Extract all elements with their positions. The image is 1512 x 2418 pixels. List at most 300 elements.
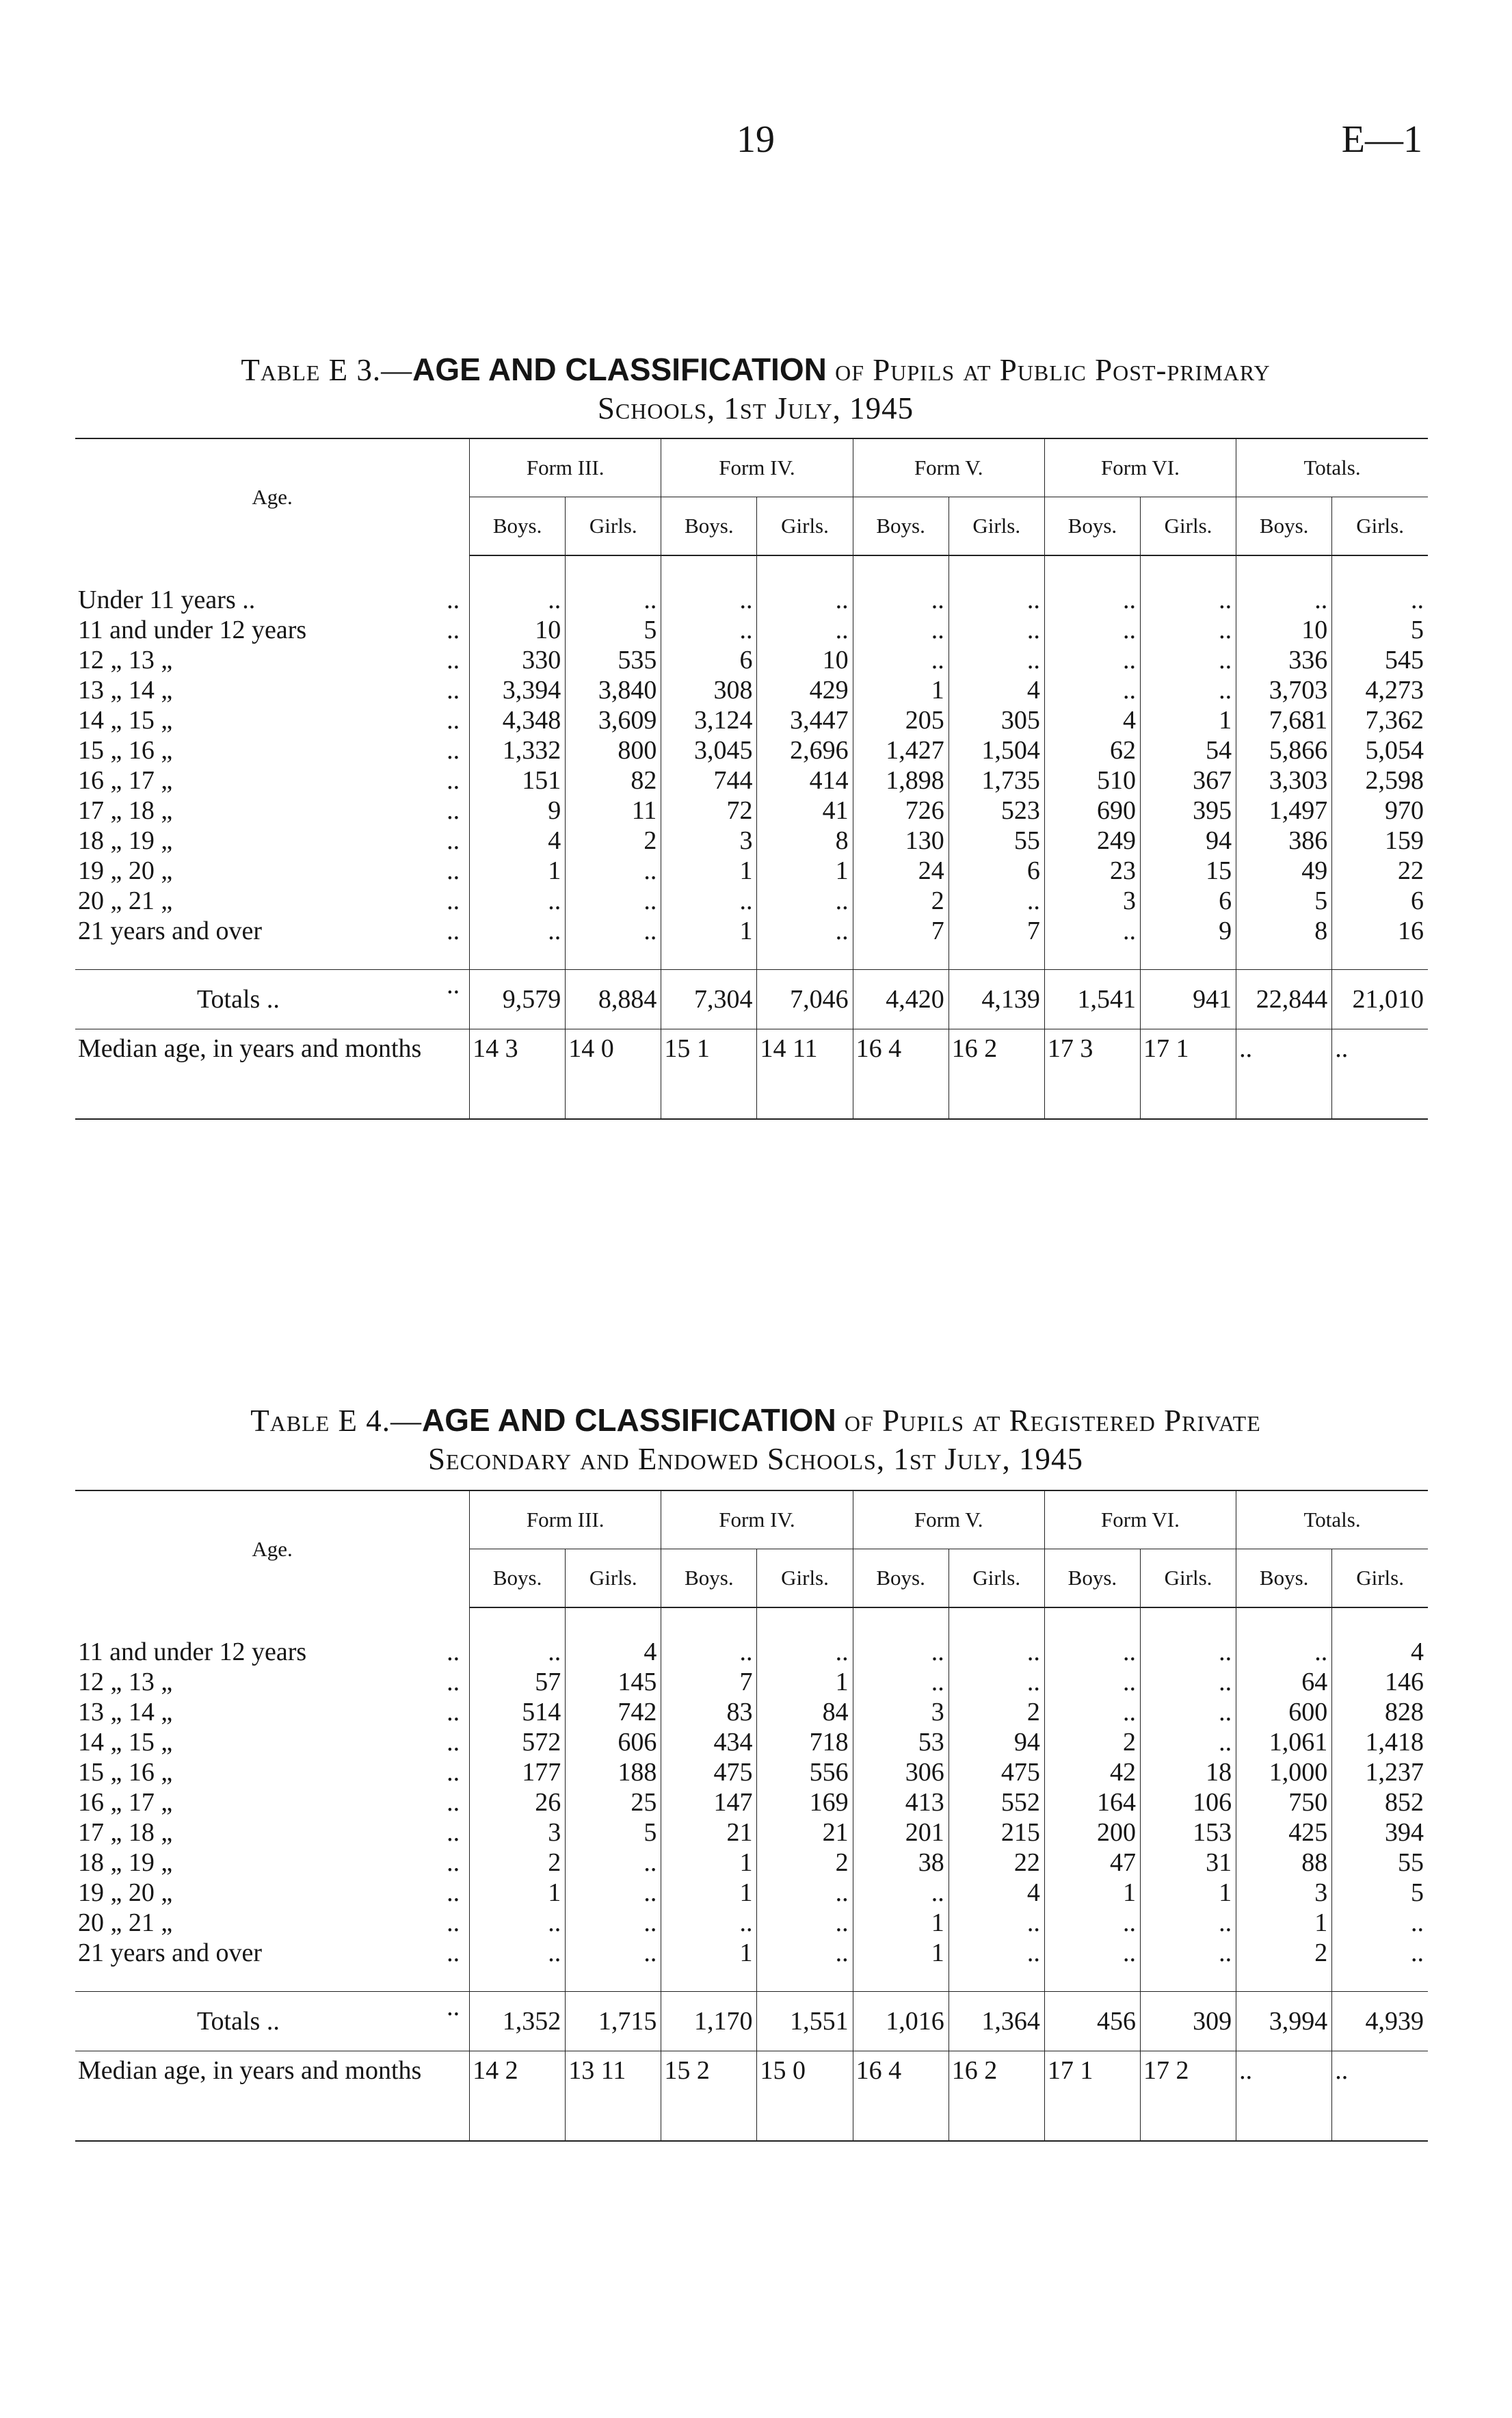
- girls-cell: 17 1: [1140, 1029, 1236, 1103]
- girls-cell: 4: [949, 675, 1044, 705]
- leader-dots: ..: [447, 766, 460, 795]
- boys-cell: 1,497: [1236, 796, 1332, 826]
- boys-cell: ..: [1044, 1908, 1140, 1938]
- row-label: [75, 1817, 470, 1848]
- form-group-header: Form VI.: [1044, 438, 1236, 497]
- row-label-text: Totals ..: [197, 2007, 280, 2036]
- row-label: [75, 826, 470, 856]
- girls-cell: ..: [1140, 1637, 1236, 1667]
- girls-cell: ..: [757, 1938, 853, 1968]
- girls-cell: ..: [1332, 2051, 1428, 2125]
- row-label: [75, 856, 470, 886]
- boys-cell: 42: [1044, 1757, 1140, 1787]
- classification-table: [75, 1490, 1428, 2142]
- boys-cell: 7: [853, 916, 949, 946]
- girls-cell: 4,939: [1332, 1992, 1428, 2051]
- boys-cell: 1: [661, 1938, 757, 1968]
- leader-dots: ..: [447, 1848, 460, 1877]
- row-label-text: 18 „ 19 „: [78, 1848, 173, 1877]
- boys-cell: 386: [1236, 826, 1332, 856]
- boys-column-header: Boys.: [1044, 497, 1140, 556]
- leader-dots: ..: [447, 736, 460, 765]
- girls-cell: ..: [949, 1667, 1044, 1697]
- girls-cell: ..: [566, 856, 661, 886]
- girls-cell: 15: [1140, 856, 1236, 886]
- girls-cell: 215: [949, 1817, 1044, 1848]
- leader-dots: ..: [447, 676, 460, 705]
- row-label-text: 14 „ 15 „: [78, 1728, 173, 1757]
- form-group-header: Form V.: [853, 438, 1044, 497]
- boys-cell: 2: [1236, 1938, 1332, 1968]
- girls-cell: ..: [949, 1908, 1044, 1938]
- boys-cell: ..: [661, 1908, 757, 1938]
- boys-cell: 306: [853, 1757, 949, 1787]
- girls-column-header: Girls.: [949, 497, 1044, 556]
- girls-cell: ..: [566, 916, 661, 946]
- boys-cell: 64: [1236, 1667, 1332, 1697]
- leader-dots: ..: [447, 826, 460, 855]
- boys-cell: 7,304: [661, 970, 757, 1029]
- boys-cell: ..: [1044, 916, 1140, 946]
- boys-cell: 57: [470, 1667, 566, 1697]
- boys-cell: 9: [470, 796, 566, 826]
- row-label-text: 21 years and over: [78, 1939, 263, 1967]
- girls-cell: 16 2: [949, 2051, 1044, 2125]
- leader-dots: ..: [447, 1818, 460, 1847]
- row-label: [75, 2051, 470, 2125]
- girls-cell: 2: [566, 826, 661, 856]
- girls-cell: 188: [566, 1757, 661, 1787]
- boys-cell: 14 3: [470, 1029, 566, 1103]
- leader-dots: ..: [447, 1698, 460, 1726]
- boys-cell: ..: [853, 1637, 949, 1667]
- leader-dots: ..: [447, 1728, 460, 1757]
- boys-cell: 2: [853, 886, 949, 916]
- row-label-text: 13 „ 14 „: [78, 1698, 173, 1726]
- form-group-header: Form III.: [470, 438, 661, 497]
- table-row: [75, 675, 1428, 705]
- boys-column-header: Boys.: [661, 1549, 757, 1608]
- boys-cell: 1: [661, 1848, 757, 1878]
- boys-cell: 22,844: [1236, 970, 1332, 1029]
- girls-cell: 18: [1140, 1757, 1236, 1787]
- row-label: [75, 1848, 470, 1878]
- girls-column-header: Girls.: [1332, 497, 1428, 556]
- row-label-text: 17 „ 18 „: [78, 1818, 173, 1847]
- girls-cell: 146: [1332, 1667, 1428, 1697]
- row-label: [75, 1697, 470, 1727]
- girls-cell: 367: [1140, 765, 1236, 796]
- girls-cell: 17 2: [1140, 2051, 1236, 2125]
- boys-cell: 514: [470, 1697, 566, 1727]
- girls-cell: ..: [757, 615, 853, 645]
- form-group-header: Form IV.: [661, 438, 853, 497]
- girls-cell: 22: [1332, 856, 1428, 886]
- leader-dots: ..: [447, 646, 460, 674]
- row-label: [75, 1757, 470, 1787]
- leader-dots: ..: [447, 706, 460, 735]
- boys-column-header: Boys.: [1044, 1549, 1140, 1608]
- girls-column-header: Girls.: [757, 497, 853, 556]
- girls-column-header: Girls.: [949, 1549, 1044, 1608]
- girls-cell: 1,364: [949, 1992, 1044, 2051]
- table-row: [75, 645, 1428, 675]
- girls-cell: 800: [566, 735, 661, 765]
- leader-dots: ..: [447, 1668, 460, 1696]
- boys-cell: 1,000: [1236, 1757, 1332, 1787]
- row-label-text: 21 years and over: [78, 917, 263, 945]
- boys-column-header: Boys.: [470, 497, 566, 556]
- boys-cell: 151: [470, 765, 566, 796]
- boys-cell: 3: [661, 826, 757, 856]
- boys-cell: 456: [1044, 1992, 1140, 2051]
- classification-table: [75, 438, 1428, 1120]
- girls-cell: 828: [1332, 1697, 1428, 1727]
- table-label: Table E 4.—: [250, 1404, 422, 1438]
- girls-cell: 394: [1332, 1817, 1428, 1848]
- girls-cell: 6: [1140, 886, 1236, 916]
- girls-cell: 1: [757, 1667, 853, 1697]
- boys-cell: 3: [470, 1817, 566, 1848]
- boys-cell: 4,348: [470, 705, 566, 735]
- row-label-text: 12 „ 13 „: [78, 1668, 173, 1696]
- boys-cell: ..: [1044, 645, 1140, 675]
- table-e3-caption: [68, 350, 1443, 428]
- boys-cell: 1: [853, 1938, 949, 1968]
- girls-cell: 10: [757, 645, 853, 675]
- girls-cell: 9: [1140, 916, 1236, 946]
- boys-cell: 1,332: [470, 735, 566, 765]
- leader-dots: ..: [447, 1908, 460, 1937]
- boys-cell: 1,427: [853, 735, 949, 765]
- girls-cell: 3,840: [566, 675, 661, 705]
- girls-cell: 7,362: [1332, 705, 1428, 735]
- boys-cell: 434: [661, 1727, 757, 1757]
- form-group-header: Form IV.: [661, 1490, 853, 1549]
- row-label-text: 16 „ 17 „: [78, 766, 173, 795]
- girls-cell: 3,609: [566, 705, 661, 735]
- boys-cell: ..: [1236, 585, 1332, 615]
- boys-cell: 26: [470, 1787, 566, 1817]
- leader-dots: ..: [447, 1788, 460, 1817]
- girls-cell: 606: [566, 1727, 661, 1757]
- row-label-text: 17 „ 18 „: [78, 796, 173, 825]
- girls-cell: ..: [566, 585, 661, 615]
- row-label-text: 20 „ 21 „: [78, 886, 173, 915]
- row-label-text: 12 „ 13 „: [78, 646, 173, 674]
- girls-cell: ..: [949, 585, 1044, 615]
- leader-dots: ..: [447, 1939, 460, 1967]
- table-row: [75, 826, 1428, 856]
- boys-cell: ..: [661, 1637, 757, 1667]
- table-e4: [75, 1490, 1428, 2142]
- girls-cell: 16: [1332, 916, 1428, 946]
- girls-cell: 1,735: [949, 765, 1044, 796]
- leader-dots: ..: [447, 971, 460, 999]
- table-row: [75, 1757, 1428, 1787]
- table-row: [75, 856, 1428, 886]
- table-row: [75, 1667, 1428, 1697]
- girls-cell: 305: [949, 705, 1044, 735]
- boys-cell: 3,703: [1236, 675, 1332, 705]
- girls-cell: 2: [757, 1848, 853, 1878]
- girls-cell: 7,046: [757, 970, 853, 1029]
- girls-cell: 4: [1332, 1637, 1428, 1667]
- boys-cell: ..: [470, 1637, 566, 1667]
- girls-cell: 523: [949, 796, 1044, 826]
- boys-cell: 83: [661, 1697, 757, 1727]
- girls-column-header: Girls.: [1140, 1549, 1236, 1608]
- girls-cell: 414: [757, 765, 853, 796]
- form-group-header: Form V.: [853, 1490, 1044, 1549]
- girls-cell: 84: [757, 1697, 853, 1727]
- page-number: 19: [737, 118, 775, 161]
- boys-cell: 726: [853, 796, 949, 826]
- boys-cell: 7,681: [1236, 705, 1332, 735]
- boys-cell: 3: [853, 1697, 949, 1727]
- girls-cell: ..: [1140, 1908, 1236, 1938]
- girls-cell: 3,447: [757, 705, 853, 735]
- boys-cell: 24: [853, 856, 949, 886]
- boys-cell: 475: [661, 1757, 757, 1787]
- boys-column-header: Boys.: [661, 497, 757, 556]
- girls-cell: ..: [566, 1938, 661, 1968]
- girls-cell: 153: [1140, 1817, 1236, 1848]
- age-column-header: Age.: [75, 1490, 470, 1607]
- girls-cell: 41: [757, 796, 853, 826]
- boys-cell: 1: [1044, 1878, 1140, 1908]
- girls-cell: ..: [1332, 1938, 1428, 1968]
- girls-cell: 2,598: [1332, 765, 1428, 796]
- row-label: [75, 1667, 470, 1697]
- boys-cell: ..: [661, 585, 757, 615]
- leader-dots: ..: [447, 917, 460, 945]
- row-label: [75, 1938, 470, 1968]
- leader-dots: ..: [447, 1878, 460, 1907]
- median-age-row: [75, 1029, 1428, 1103]
- girls-cell: 1: [1140, 705, 1236, 735]
- row-label: [75, 886, 470, 916]
- girls-cell: 15 0: [757, 2051, 853, 2125]
- girls-cell: 8: [757, 826, 853, 856]
- row-label-text: Under 11 years ..: [78, 586, 256, 614]
- table-row: [75, 1727, 1428, 1757]
- boys-column-header: Boys.: [1236, 1549, 1332, 1608]
- girls-cell: 6: [1332, 886, 1428, 916]
- form-group-header: Form III.: [470, 1490, 661, 1549]
- girls-cell: 2: [949, 1697, 1044, 1727]
- row-label-text: Totals ..: [197, 985, 280, 1014]
- girls-cell: 4: [566, 1637, 661, 1667]
- girls-cell: 21: [757, 1817, 853, 1848]
- girls-cell: 8,884: [566, 970, 661, 1029]
- leader-dots: ..: [447, 1758, 460, 1787]
- boys-cell: ..: [853, 1878, 949, 1908]
- boys-cell: 600: [1236, 1697, 1332, 1727]
- boys-cell: ..: [1044, 615, 1140, 645]
- leader-dots: ..: [447, 796, 460, 825]
- row-label-text: Median age, in years and months: [78, 2056, 422, 2085]
- boys-column-header: Boys.: [853, 1549, 949, 1608]
- row-label-text: 20 „ 21 „: [78, 1908, 173, 1937]
- girls-cell: 11: [566, 796, 661, 826]
- boys-cell: 177: [470, 1757, 566, 1787]
- girls-cell: 21,010: [1332, 970, 1428, 1029]
- table-row: [75, 1637, 1428, 1667]
- girls-cell: ..: [1140, 1697, 1236, 1727]
- row-label-text: 19 „ 20 „: [78, 1878, 173, 1907]
- boys-cell: 15 1: [661, 1029, 757, 1103]
- girls-cell: 14 11: [757, 1029, 853, 1103]
- table-title-rest: of Pupils at Public Post-primary: [826, 353, 1271, 387]
- boys-cell: 200: [1044, 1817, 1140, 1848]
- boys-cell: 308: [661, 675, 757, 705]
- girls-cell: 4,273: [1332, 675, 1428, 705]
- boys-cell: 147: [661, 1787, 757, 1817]
- girls-cell: 54: [1140, 735, 1236, 765]
- table-row: [75, 1787, 1428, 1817]
- boys-cell: ..: [853, 585, 949, 615]
- table-row: [75, 585, 1428, 615]
- girls-cell: 5: [566, 1817, 661, 1848]
- girls-cell: ..: [1140, 1727, 1236, 1757]
- boys-cell: ..: [661, 615, 757, 645]
- form-group-header: Totals.: [1236, 1490, 1428, 1549]
- leader-dots: ..: [447, 1993, 460, 2021]
- boys-cell: ..: [853, 645, 949, 675]
- table-row: [75, 1697, 1428, 1727]
- boys-cell: 16 4: [853, 2051, 949, 2125]
- boys-cell: 62: [1044, 735, 1140, 765]
- row-label-text: 11 and under 12 years: [78, 1638, 307, 1666]
- boys-cell: 3,045: [661, 735, 757, 765]
- row-label: [75, 970, 470, 1029]
- row-label: [75, 615, 470, 645]
- girls-cell: ..: [1140, 1938, 1236, 1968]
- girls-cell: ..: [757, 886, 853, 916]
- boys-cell: 1,170: [661, 1992, 757, 2051]
- row-label-text: 19 „ 20 „: [78, 856, 173, 885]
- boys-cell: 17 3: [1044, 1029, 1140, 1103]
- table-row: [75, 735, 1428, 765]
- row-label: [75, 1878, 470, 1908]
- row-label: [75, 585, 470, 615]
- row-label-text: 15 „ 16 „: [78, 1758, 173, 1787]
- table-e3: [75, 438, 1428, 1120]
- boys-cell: ..: [853, 615, 949, 645]
- boys-column-header: Boys.: [470, 1549, 566, 1608]
- girls-cell: 94: [1140, 826, 1236, 856]
- table-row: [75, 1878, 1428, 1908]
- boys-cell: 6: [661, 645, 757, 675]
- girls-cell: 941: [1140, 970, 1236, 1029]
- girls-cell: 7: [949, 916, 1044, 946]
- boys-cell: 3: [1044, 886, 1140, 916]
- girls-cell: 55: [1332, 1848, 1428, 1878]
- boys-cell: 8: [1236, 916, 1332, 946]
- row-label-text: 16 „ 17 „: [78, 1788, 173, 1817]
- boys-cell: ..: [470, 886, 566, 916]
- boys-cell: 5,866: [1236, 735, 1332, 765]
- girls-cell: ..: [757, 1878, 853, 1908]
- girls-cell: 1,551: [757, 1992, 853, 2051]
- row-label: [75, 675, 470, 705]
- table-row: [75, 705, 1428, 735]
- boys-cell: 130: [853, 826, 949, 856]
- girls-cell: ..: [1140, 675, 1236, 705]
- girls-column-header: Girls.: [566, 497, 661, 556]
- boys-cell: 2: [470, 1848, 566, 1878]
- girls-cell: 14 0: [566, 1029, 661, 1103]
- boys-cell: 1: [470, 856, 566, 886]
- boys-cell: 3,124: [661, 705, 757, 735]
- boys-cell: ..: [1044, 1697, 1140, 1727]
- boys-cell: 572: [470, 1727, 566, 1757]
- boys-cell: ..: [470, 1938, 566, 1968]
- girls-cell: 970: [1332, 796, 1428, 826]
- row-label-text: Median age, in years and months: [78, 1034, 422, 1063]
- girls-cell: 145: [566, 1667, 661, 1697]
- girls-column-header: Girls.: [566, 1549, 661, 1608]
- girls-cell: 535: [566, 645, 661, 675]
- girls-cell: 1: [1140, 1878, 1236, 1908]
- boys-cell: 1: [661, 1878, 757, 1908]
- row-label-text: 11 and under 12 years: [78, 616, 307, 644]
- boys-cell: 1,061: [1236, 1727, 1332, 1757]
- table-row: [75, 1908, 1428, 1938]
- boys-cell: 330: [470, 645, 566, 675]
- boys-cell: 750: [1236, 1787, 1332, 1817]
- girls-cell: 82: [566, 765, 661, 796]
- boys-cell: 47: [1044, 1848, 1140, 1878]
- boys-column-header: Boys.: [1236, 497, 1332, 556]
- boys-cell: 425: [1236, 1817, 1332, 1848]
- page-reference: E—1: [1341, 118, 1422, 161]
- girls-cell: ..: [566, 1848, 661, 1878]
- girls-cell: ..: [1332, 1908, 1428, 1938]
- row-label: [75, 1787, 470, 1817]
- boys-cell: ..: [1236, 1029, 1332, 1103]
- row-label-text: 15 „ 16 „: [78, 736, 173, 765]
- boys-cell: 1,898: [853, 765, 949, 796]
- row-label: [75, 645, 470, 675]
- girls-cell: ..: [566, 1878, 661, 1908]
- boys-cell: 4: [470, 826, 566, 856]
- boys-cell: 10: [470, 615, 566, 645]
- girls-cell: 159: [1332, 826, 1428, 856]
- girls-cell: 169: [757, 1787, 853, 1817]
- boys-cell: 4: [1044, 705, 1140, 735]
- boys-cell: 3,994: [1236, 1992, 1332, 2051]
- girls-cell: ..: [1140, 585, 1236, 615]
- girls-cell: ..: [1140, 645, 1236, 675]
- boys-cell: 72: [661, 796, 757, 826]
- girls-cell: 25: [566, 1787, 661, 1817]
- girls-cell: 556: [757, 1757, 853, 1787]
- leader-dots: ..: [447, 886, 460, 915]
- row-label: [75, 796, 470, 826]
- table-title-bold: AGE AND CLASSIFICATION: [412, 352, 827, 387]
- boys-cell: ..: [1044, 1637, 1140, 1667]
- boys-cell: 1,016: [853, 1992, 949, 2051]
- boys-cell: ..: [1236, 1637, 1332, 1667]
- girls-cell: 5: [1332, 1878, 1428, 1908]
- table-title-bold: AGE AND CLASSIFICATION: [422, 1402, 836, 1438]
- girls-cell: 94: [949, 1727, 1044, 1757]
- girls-cell: 1,237: [1332, 1757, 1428, 1787]
- girls-cell: 6: [949, 856, 1044, 886]
- girls-cell: 13 11: [566, 2051, 661, 2125]
